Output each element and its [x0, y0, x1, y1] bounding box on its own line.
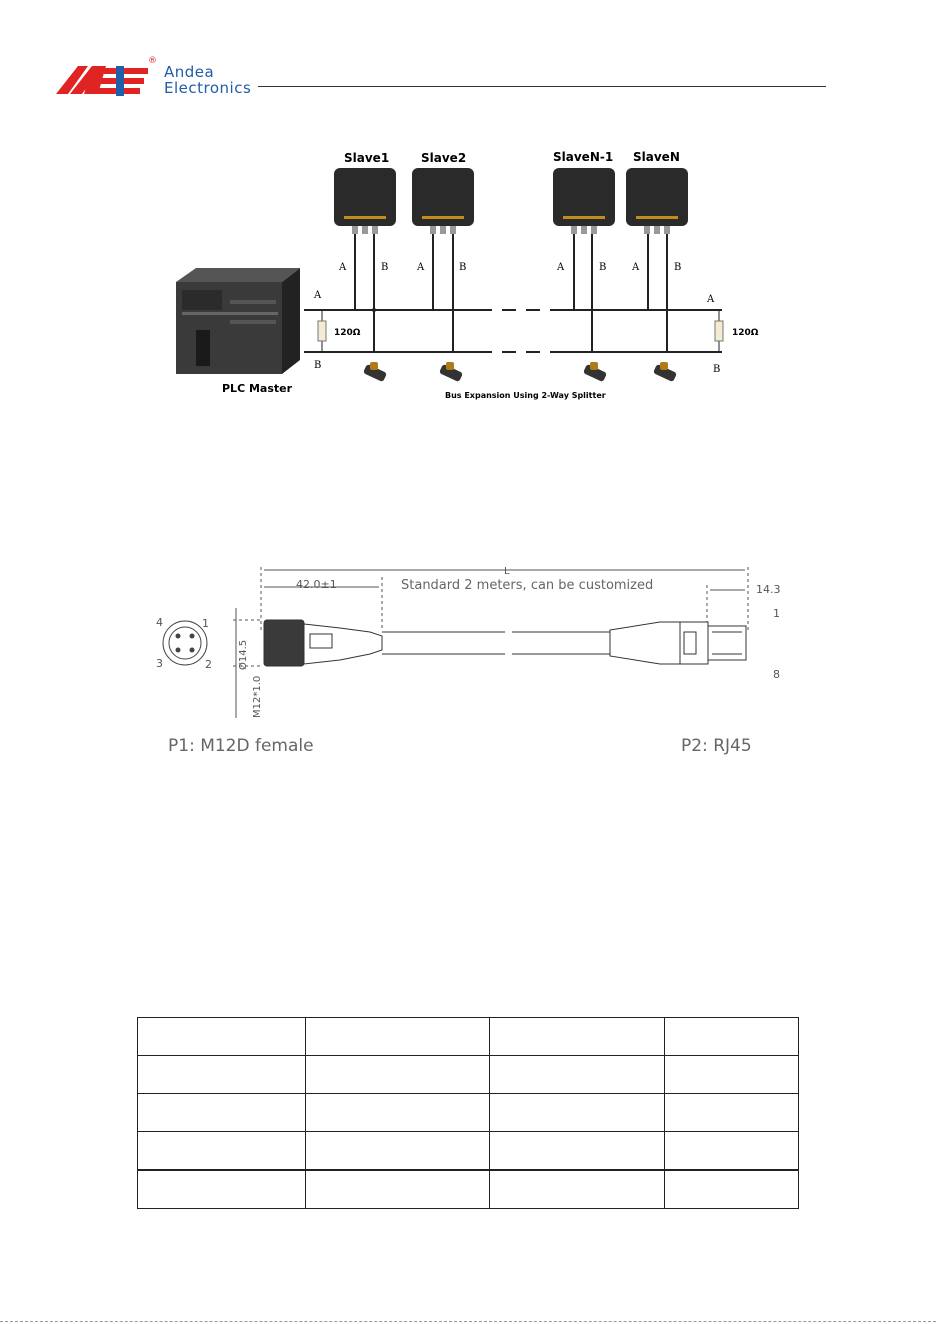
bus-line-b-left-label: B	[314, 360, 322, 371]
cable-body	[382, 632, 610, 654]
slave1-b-label: B	[381, 262, 389, 273]
table-cell	[490, 1056, 665, 1094]
table-cell	[138, 1170, 306, 1209]
table-cell	[490, 1094, 665, 1132]
slave-n-b-label: B	[674, 262, 682, 273]
table-cell	[138, 1018, 306, 1056]
p1-label: P1: M12D female	[168, 736, 314, 756]
slave1-a-label: A	[339, 262, 347, 273]
brand-name-line1: Andea	[164, 63, 215, 81]
table-cell	[490, 1018, 665, 1056]
pin-2-label: 2	[205, 658, 212, 671]
registered-mark: ®	[148, 56, 157, 66]
slave-2-label: Slave2	[421, 151, 467, 165]
diameter-label: Ø14.5	[238, 639, 249, 670]
length-note: Standard 2 meters, can be customized	[401, 578, 654, 593]
resistor-left-label: 120Ω	[334, 328, 361, 338]
table-cell	[306, 1170, 490, 1209]
table-cell	[665, 1094, 799, 1132]
footer-divider	[0, 1321, 936, 1322]
table-cell	[665, 1056, 799, 1094]
m12-connector-body	[264, 620, 382, 666]
pinout-table	[137, 1017, 799, 1209]
connector-length-label: 42.0±1	[296, 578, 337, 591]
pin-1-label: 1	[202, 617, 209, 630]
table-cell	[665, 1018, 799, 1056]
rj45-pin-8-label: 8	[773, 668, 780, 681]
p2-label: P2: RJ45	[681, 736, 752, 756]
table-cell	[306, 1056, 490, 1094]
pin-4-label: 4	[156, 616, 163, 629]
rj45-pin-1-label: 1	[773, 607, 780, 620]
table-cell	[138, 1056, 306, 1094]
brand-name-line2: Electronics	[164, 79, 252, 97]
plc-master-label: PLC Master	[222, 382, 293, 395]
pin-3-label: 3	[156, 657, 163, 670]
slave-n-a-label: A	[632, 262, 640, 273]
bus-line-a-right-label: A	[707, 294, 715, 305]
thread-label: M12*1.0	[252, 675, 263, 718]
table-row	[138, 1170, 799, 1209]
table-cell	[306, 1018, 490, 1056]
table-cell	[306, 1094, 490, 1132]
table-cell	[490, 1132, 665, 1171]
splitter-caption: Bus Expansion Using 2-Way Splitter	[445, 391, 606, 400]
bus-line-b-right-label: B	[713, 364, 721, 375]
slave-n-label: SlaveN	[633, 150, 680, 164]
slave-n-1-a-label: A	[557, 262, 565, 273]
rj45-connector	[610, 622, 746, 664]
table-row	[138, 1056, 799, 1094]
table-cell	[665, 1170, 799, 1209]
rj45-length-label: 14.3	[756, 583, 781, 596]
m12-pin-face	[163, 621, 207, 665]
table-cell	[665, 1132, 799, 1171]
slave2-b-label: B	[459, 262, 467, 273]
bus-line-a-left-label: A	[314, 290, 322, 301]
table-cell	[138, 1094, 306, 1132]
slave-n-1-label: SlaveN-1	[553, 150, 614, 164]
slave-1-label: Slave1	[344, 151, 390, 165]
slave2-a-label: A	[417, 262, 425, 273]
table-cell	[306, 1132, 490, 1171]
table-cell	[490, 1170, 665, 1209]
table-cell	[138, 1132, 306, 1171]
table-row	[138, 1132, 799, 1171]
table-row	[138, 1094, 799, 1132]
slave-n-1-b-label: B	[599, 262, 607, 273]
table-row	[138, 1018, 799, 1056]
resistor-right-label: 120Ω	[732, 328, 759, 338]
length-dimension-label: L	[504, 566, 510, 577]
